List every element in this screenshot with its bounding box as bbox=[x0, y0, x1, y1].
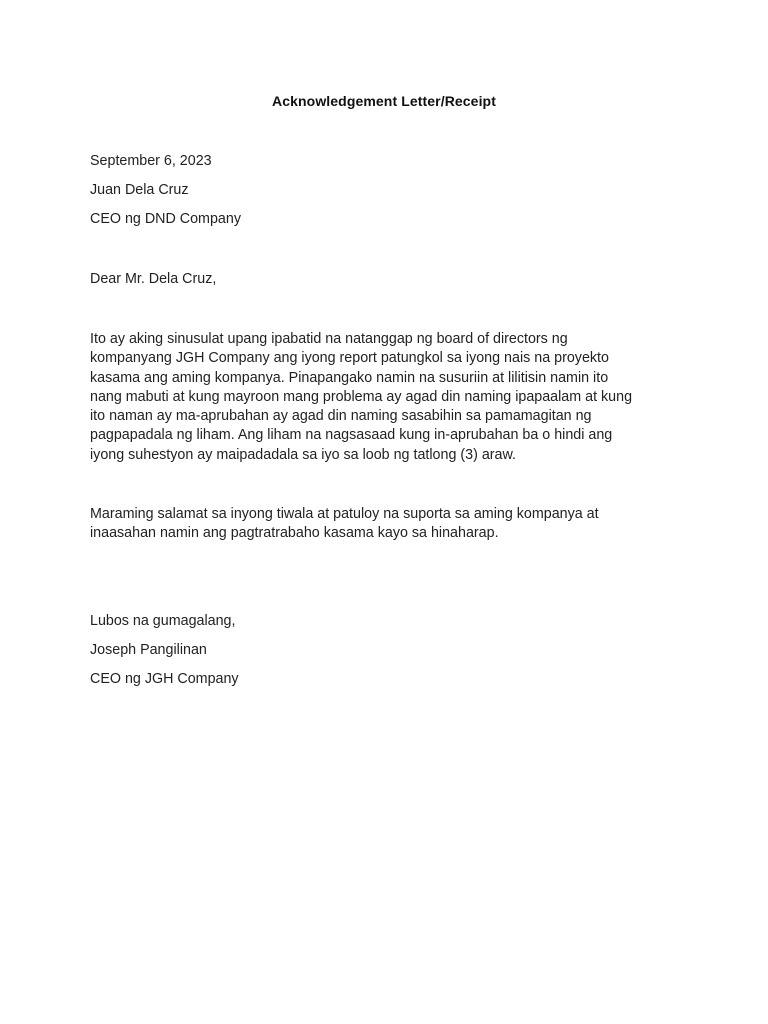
paragraph-line: kasama ang aming kompanya. Pinapangako namin na susuriin at lilitisin namin ito bbox=[90, 369, 609, 386]
paragraph-line: nang mabuti at kung mayroon mang problema ay agad din naming ipapaalam at kung bbox=[90, 388, 633, 405]
letter-date: September 6, 2023 bbox=[90, 153, 212, 169]
body-paragraph-2 bbox=[90, 505, 680, 544]
paragraph-line: inaasahan namin ang pagtratrabaho kasama kayo sa hinaharap. bbox=[90, 525, 499, 542]
paragraph-line: Ito ay aking sinusulat upang ipabatid na natanggap ng board of directors ng bbox=[90, 331, 568, 347]
paragraph-line: Maraming salamat sa inyong tiwala at patuloy na suporta sa aming kompanya at bbox=[90, 506, 599, 522]
salutation: Dear Mr. Dela Cruz, bbox=[90, 271, 217, 287]
sender-title: CEO ng JGH Company bbox=[90, 671, 239, 687]
recipient-title: CEO ng DND Company bbox=[90, 211, 241, 227]
sender-name: Joseph Pangilinan bbox=[90, 642, 207, 658]
paragraph-line: kompanyang JGH Company ang iyong report patungkol sa iyong nais na proyekto bbox=[90, 350, 609, 367]
closing: Lubos na gumagalang, bbox=[90, 613, 236, 629]
letter-title: Acknowledgement Letter/Receipt bbox=[272, 93, 496, 109]
paragraph-line: iyong suhestyon ay maipadadala sa iyo sa loob ng tatlong (3) araw. bbox=[90, 446, 516, 463]
recipient-name: Juan Dela Cruz bbox=[90, 182, 189, 198]
body-paragraph-1 bbox=[90, 330, 680, 465]
paragraph-line: pagpapadala ng liham. Ang liham na nagsasaad kung in-aprubahan ba o hindi ang bbox=[90, 427, 613, 444]
paragraph-line: ito naman ay ma-aprubahan ay agad din naming sasabihin sa pamamagitan ng bbox=[90, 408, 592, 425]
